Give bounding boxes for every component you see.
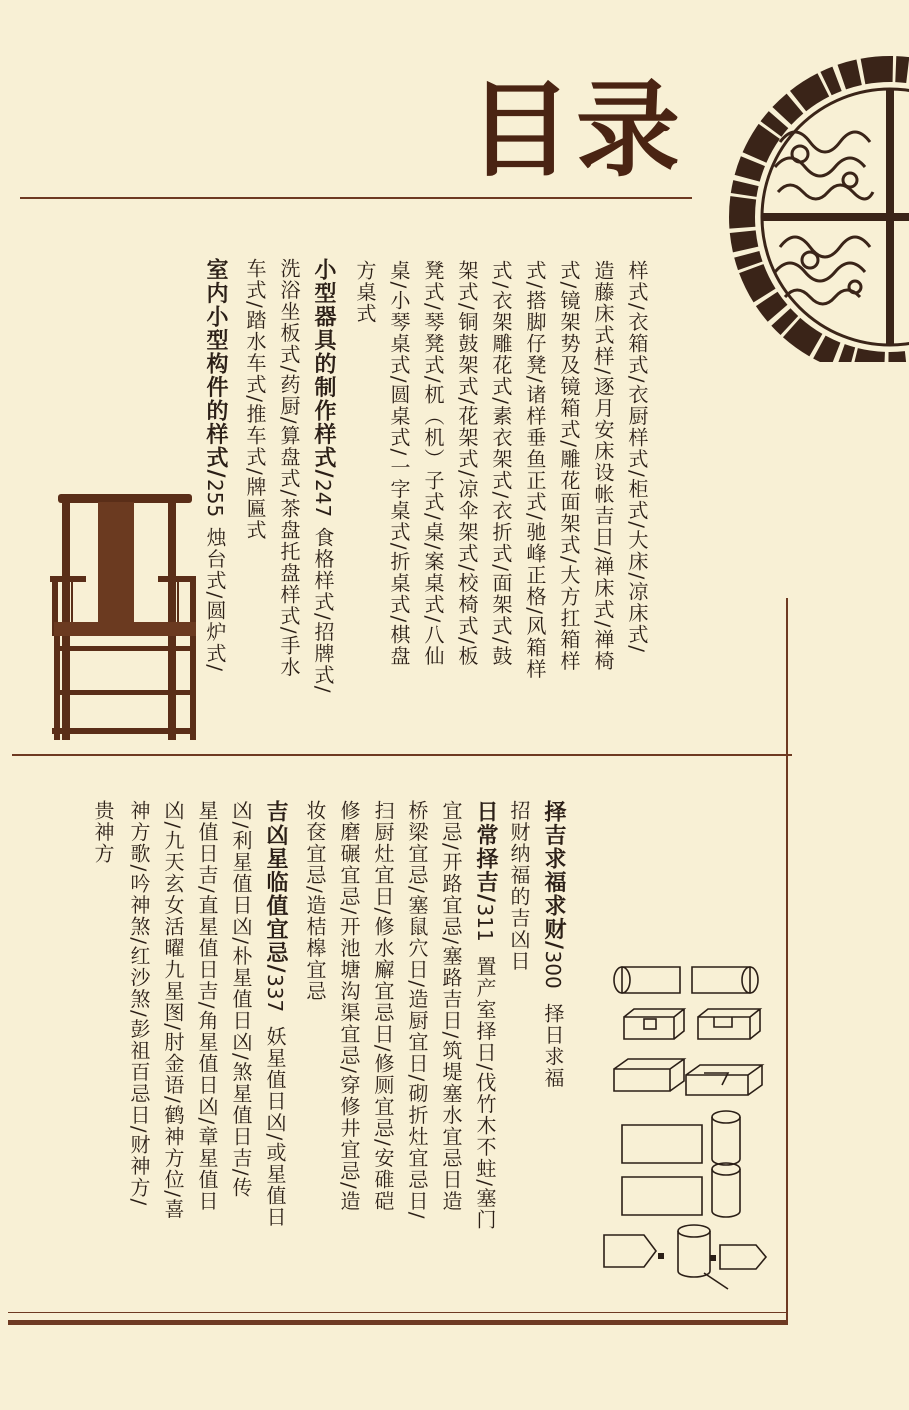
- text-column: 造藤床式样/逐月安床设帐吉日/禅床式/禅椅: [591, 260, 615, 672]
- page-number: 337: [263, 974, 287, 1013]
- toc-entry-seek-fortune[interactable]: [536, 800, 570, 1089]
- section-heading: 吉凶星临值宜忌/: [263, 800, 288, 975]
- text-column: 修磨碾宜忌/开池塘沟渠宜忌/穿修井宜忌/造: [337, 800, 361, 1212]
- entry-text: 烛台式/圆炉式/: [203, 527, 227, 673]
- seal-stamp-image: [690, 32, 909, 362]
- text-column: 招财纳福的吉凶日: [507, 800, 531, 972]
- text-column: 架式/铜鼓架式/花架式/凉伞架式/校椅式/板: [455, 260, 479, 667]
- entry-text: 食格样式/招牌式/: [311, 527, 335, 695]
- text-column: 神方歌/吟神煞/红沙煞/彭祖百忌日/财神方/: [127, 800, 151, 1207]
- text-column: 贵神方: [91, 800, 115, 865]
- text-column: 样式/衣箱式/衣厨样式/柜式/大床/凉床式/: [625, 260, 649, 654]
- toc-entry-star-days[interactable]: [258, 800, 292, 1228]
- bottom-rule-thick: [8, 1320, 788, 1325]
- middle-rule: [12, 754, 792, 756]
- page-title: 目录: [468, 68, 685, 191]
- page-number: 247: [311, 479, 335, 518]
- text-column: 凳式/琴凳式/杌（机）子式/桌/案桌式/八仙: [421, 260, 445, 667]
- text-column: 凶/九天玄女活曜九星图/肘金语/鹤神方位/喜: [161, 800, 185, 1220]
- text-column: 式/衣架雕花式/素衣架式/衣折式/面架式/鼓: [489, 260, 513, 667]
- vertical-rule: [786, 598, 788, 1325]
- toc-entry-small-utensils[interactable]: [306, 258, 340, 694]
- text-column: 星值日吉/直星值日吉/角星值日凶/章星值日: [195, 800, 219, 1212]
- top-rule: [20, 197, 692, 199]
- text-column: 洗浴坐板式/药厨/算盘式/茶盘托盘样式/手水: [277, 258, 301, 678]
- text-column: 车式/踏水车式/推车式/牌匾式: [243, 258, 267, 541]
- page-number: 255: [203, 479, 227, 518]
- text-column: 式/镜架势及镜箱式/雕花面架式/大方扛箱样: [557, 260, 581, 672]
- text-column: 桌/小琴桌式/圆桌式/一字桌式/折桌式/棋盘: [387, 260, 411, 667]
- wood-joinery-illustration: [600, 955, 770, 1295]
- text-column: 桥梁宜忌/塞鼠穴日/造厨宜日/砌折灶宜忌日/: [405, 800, 429, 1220]
- text-column: 式/搭脚仔凳/诸样垂鱼正式/驰峰正格/风箱样: [523, 260, 547, 680]
- toc-entry-indoor-components[interactable]: [198, 258, 232, 673]
- entry-text: 妖星值日凶/或星值日: [263, 1026, 287, 1228]
- entry-text: 置产室择日/伐竹木不蛀/塞门: [473, 955, 497, 1231]
- section-heading: 日常择吉/: [473, 800, 498, 904]
- page-number: 311: [473, 903, 497, 942]
- text-column: 扫厨灶宜日/修水廨宜忌日/修厕宜忌/安碓硙: [371, 800, 395, 1212]
- armchair-illustration: [50, 490, 200, 750]
- text-column: 凶/利星值日凶/朴星值日凶/煞星值日吉/传: [229, 800, 253, 1199]
- toc-entry-daily-selection[interactable]: [468, 800, 502, 1230]
- section-heading: 小型器具的制作样式/: [311, 258, 336, 480]
- section-heading: 室内小型构件的样式/: [203, 258, 228, 480]
- entry-text: 择日求福: [541, 1002, 565, 1089]
- bottom-rule-thin: [8, 1312, 788, 1313]
- text-column: 方桌式: [353, 260, 377, 325]
- section-heading: 择吉求福求财/: [541, 800, 566, 951]
- page-number: 300: [541, 950, 565, 989]
- text-column: 妆奁宜忌/造桔槔宜忌: [303, 800, 327, 1002]
- text-column: 宜忌/开路宜忌/塞路吉日/筑堤塞水宜忌日造: [439, 800, 463, 1212]
